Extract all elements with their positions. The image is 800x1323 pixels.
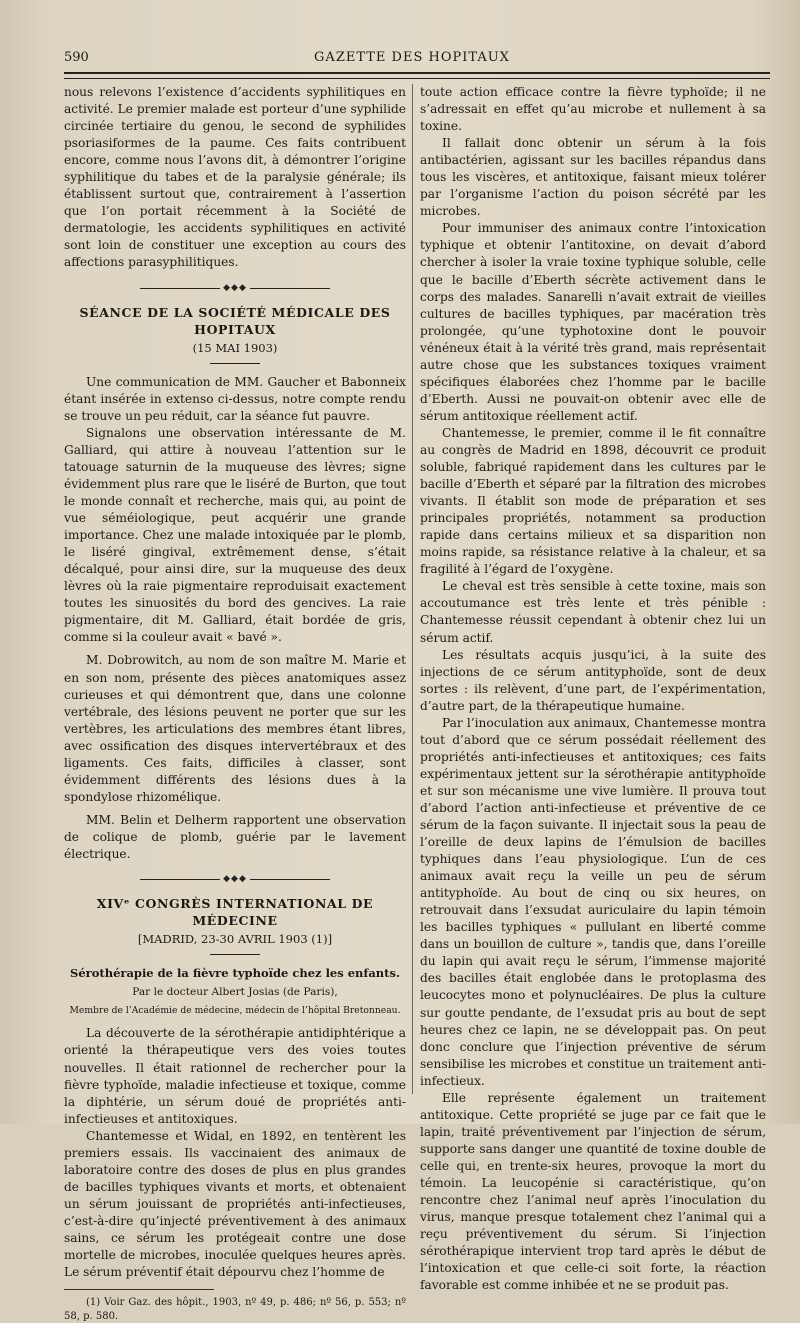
paragraph: toute action efficace contre la fièvre typhoïde; il ne s’adressait en effet qu’au microbe et nullement à sa toxine. xyxy=(420,85,766,134)
paragraph: Les résultats acquis jusqu’ici, à la suite des injections de ce sérum antityphoïde, sont de deux sortes : ils relèvent, d’une part, de l’expérimentation, d’autre part, de la thérapeutique humaine. xyxy=(420,647,766,713)
article-affiliation: Membre de l’Académie de médecine, médecin de l’hôpital Bretonneau. xyxy=(69,1005,401,1017)
footnote: (1) Voir Gaz. des hôpit., 1903, nº 49, p. 486; nº 56, p. 553; nº 58, p. 580. xyxy=(64,1297,406,1322)
divider xyxy=(210,363,260,364)
paragraph: Par l’inoculation aux animaux, Chantemesse montra tout d’abord que ce sérum possédait réellement des propriétés anti-infectieuses et antitoxiques; ces faits expérimentaux jettent sur la sérothérapie antityphoïde et sur son mécanisme une vive lumière. Il prouva tout d’abord l’action anti-infectieuse et préventive de ce sérum de la façon suivante. Il injectait sous la peau de l’oreille de deux lapins de l’émulsion de bacilles typhiques dans l’eau physiologique. L’un de ces animaux avait reçu la veille un peu de sérum antityphoïde. Au bout de cinq ou six heures, on retrouvait dans l’exsudat auriculaire du lapin témoin les bacilles typhiques « pullulant en liberté comme dans un bouillon de culture », tandis que, dans l’oreille du lapin qui avait reçu le sérum, l’immense majorité des bacilles était englobée dans le protoplasma des leucocytes mono et polynucléaires. De plus la culture sur goutte pendante, de l’exsudat pris au bout de sept heures chez ce lapin, ne se développait pas. On peut donc conclure que l’injection préventive de sérum sensibilise les microbes et constitue un traitement anti-infectieux. xyxy=(420,715,766,1088)
left-column xyxy=(64,84,406,1323)
ornament-divider: ◆◆◆ xyxy=(64,280,406,298)
paragraph: Le cheval est très sensible à cette toxine, mais son accoutumance est très lente et très pénible : Chantemesse réussit cependant à obtenir chez lui un sérum actif. xyxy=(420,579,766,645)
paragraph: nous relevons l’existence d’accidents syphilitiques en activité. Le premier malade est porteur d’une syphilide circinée tertiaire du genou, le second de syphilides psoriasiformes de la paume. Ces faits contribuent encore, comme nous l’avons dit, à démontrer l’origine syphilitique du tabes et de la paralysie générale; ils établissent surtout que, contrairement à l’assertion que l’on portait récemment à la Société de dermatologie, les accidents syphilitiques en activité sont loin de constituer une exception au cours des affections parasyphilitiques. xyxy=(64,85,406,270)
paragraph: Pour immuniser des animaux contre l’intoxication typhique et obtenir l’antitoxine, on devait d’abord chercher à isoler la vraie toxine typhique soluble, celle que le bacille d’Eberth sécrète activement dans le corps des malades. Sanarelli n’avait extrait de vieilles cultures de bacilles typhiques, par macération très prolongée, qu’une typhotoxine dont le pouvoir vénéneux était à la vérité très grand, mais représentait autre chose que les substances toxiques vraiment spécifiques élaborées chez l’homme par le bacille d’Eberth. Aussi ne pouvait-on obtenir avec elle de sérum antitoxique réellement actif. xyxy=(420,221,766,423)
section-date: (15 MAI 1903) xyxy=(192,340,278,355)
page-number: 590 xyxy=(64,50,89,65)
paragraph: Signalons une observation intéressante de M. Galliard, qui attire à nouveau l’attention sur le tatouage saturnin de la muqueuse des lèvres; signe évidemment plus rare que le liséré de Burton, que tout le monde connaît et recherche, mais qui, au point de vue séméiologique, peut acquérir une grande importance. Chez une malade intoxiquée par le plomb, le liséré gingival, extrêmement dense, s’était décalqué, pour ainsi dire, sur la muqueuse des deux lèvres où la raie pigmentaire reproduisait exactement toutes les sinuosités du bord des gencives. La raie pigmentaire, dit M. Galliard, était bordée de gris, comme si la couleur avait « bavé ». xyxy=(64,425,406,645)
paragraph: M. Dobrowitch, au nom de son maître M. Marie et en son nom, présente des pièces anatomiques assez curieuses et qui démontrent que, dans une colonne vertébrale, des lésions peuvent ne porter que sur les vertèbres, les articulations des membres étant libres, avec ossification des disques intervertébraux et des ligaments. Ces faits, difficiles à classer, sont évidemment différents des lésions dues à la spondylose rhizomélique. xyxy=(64,653,406,804)
section-title: XIVᵉ CONGRÈS INTERNATIONAL DE MÉDECINE xyxy=(96,896,374,929)
section-title: SÉANCE DE LA SOCIÉTÉ MÉDICALE DES HOPITAUX xyxy=(79,304,391,337)
header-rule xyxy=(64,72,770,79)
paragraph: MM. Belin et Delherm rapportent une observation de colique de plomb, guérie par le lavement électrique. xyxy=(64,812,406,861)
article-author: Par le docteur Albert Josias (de Paris), xyxy=(132,986,338,999)
paragraph: Elle représente également un traitement antitoxique. Cette propriété se juge par ce fait que le lapin, traité préventivement par l’injection de sérum, supporte sans danger une quantité de toxine double de celle qui, en trente-six heures, provoque la mort du témoin. La leucopénie si caractéristique, qu’on rencontre chez l’animal neuf après l’inoculation du virus, manque presque totalement chez l’animal qui a reçu préventivement du sérum. Si l’injection sérothérapique intervient trop tard après le début de l’intoxication et que celle-ci soit forte, la réaction favorable est comme inhibée et ne se produit pas. xyxy=(420,1090,766,1293)
column-rule xyxy=(412,84,413,1094)
running-title: GAZETTE DES HOPITAUX xyxy=(314,50,510,65)
page-header xyxy=(64,50,760,72)
footnote-rule xyxy=(64,1289,214,1290)
paragraph: Chantemesse, le premier, comme il le fit connaître au congrès de Madrid en 1898, découvrit ce produit soluble, fabriqué rapidement dans les cultures par le bacille d’Eberth et séparé par la filtration des microbes vivants. Il établit son mode de préparation et ses principales propriétés, notamment sa production rapide dans certains milieux et sa disparition non moins rapide, sa résistance relative à la chaleur, et sa fragilité à l’égard de l’oxygène. xyxy=(420,425,766,577)
right-column xyxy=(420,84,766,1294)
paragraph: Chantemesse et Widal, en 1892, en tentèrent les premiers essais. Ils vaccinaient des animaux de laboratoire contre des doses de plus en plus grandes de bacilles typhiques vivants et morts, et obtenaient un sérum jouissant de propriétés anti-infectieuses, c’est-à-dire qu’injecté préventivement à des animaux sains, ce sérum les protégeait contre une dose mortelle de microbes, inoculée quelques heures après. Le sérum préventif était dépourvu chez l’homme de xyxy=(64,1128,406,1280)
divider xyxy=(210,954,260,955)
paragraph: La découverte de la sérothérapie antidiphtérique a orienté la thérapeutique vers des voies toutes nouvelles. Il était rationnel de rechercher pour la fièvre typhoïde, maladie infectieuse et toxique, comme la diphtérie, un sérum doué de propriétés anti-infectieuses et antitoxiques. xyxy=(64,1026,406,1126)
paragraph: Une communication de MM. Gaucher et Babonneix étant insérée in extenso ci-dessus, notre compte rendu se trouve un peu réduit, car la séance fut pauvre. xyxy=(64,374,406,423)
ornament-divider: ◆◆◆ xyxy=(64,871,406,889)
paragraph: Il fallait donc obtenir un sérum à la fois antibactérien, agissant sur les bacilles répandus dans tous les viscères, et antitoxique, faisant mieux tolérer par l’organisme l’action du poison sécrété par les microbes. xyxy=(420,136,766,219)
article-title: Sérothérapie de la fièvre typhoïde chez les enfants. xyxy=(70,966,400,981)
section-date: [MADRID, 23-30 AVRIL 1903 (1)] xyxy=(137,932,333,947)
